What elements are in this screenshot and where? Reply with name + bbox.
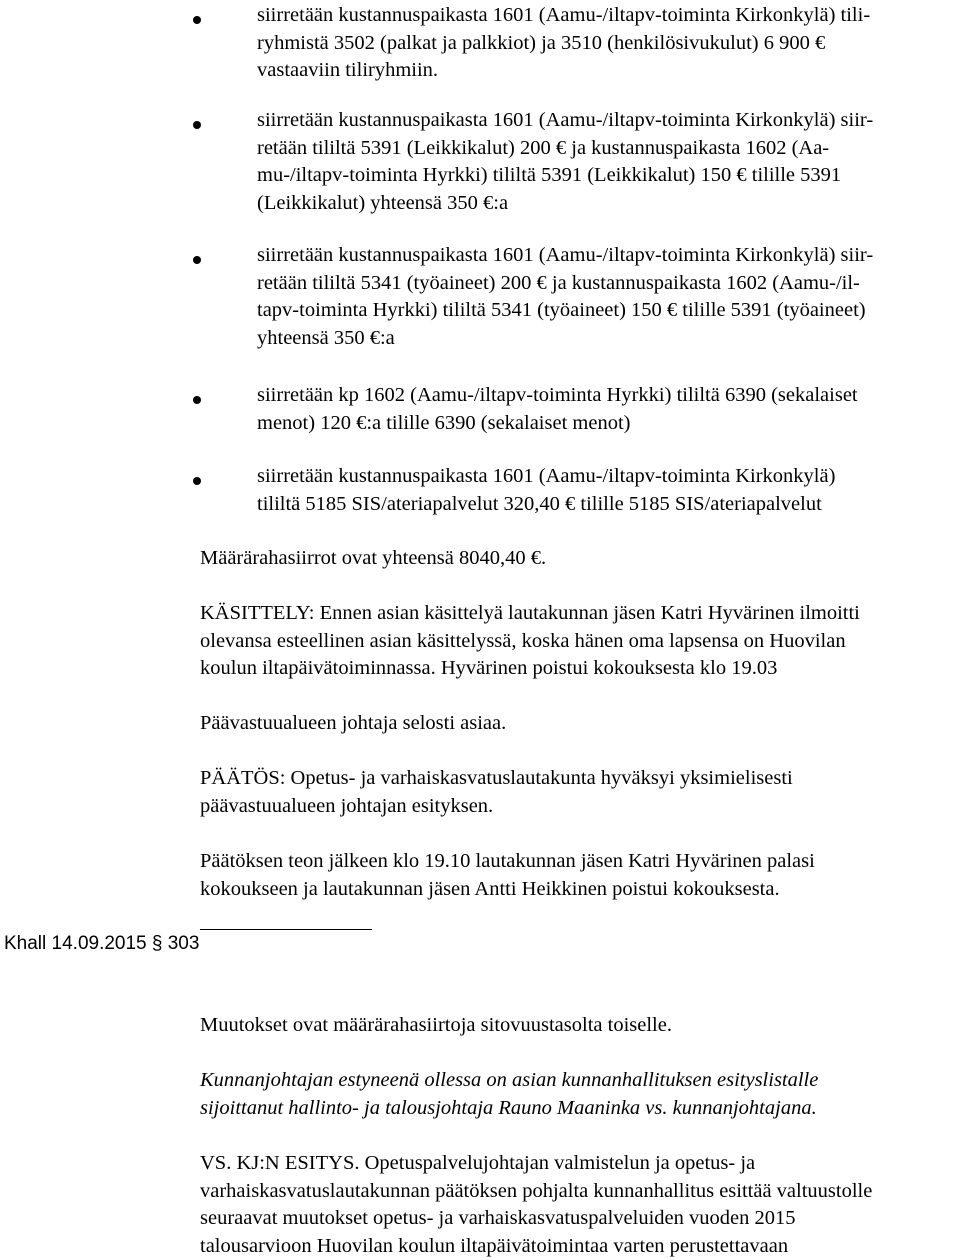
text-line: kokoukseen ja lautakunnan jäsen Antti Heikkinen poistui kokouksesta.	[200, 877, 780, 900]
text-line: sijoittanut hallinto- ja talousjohtaja Rauno Maaninka vs. kunnanjohtajana.	[200, 1096, 817, 1119]
section-divider	[200, 929, 372, 930]
selosti-paragraph	[200, 710, 960, 738]
text-line: (Leikkikalut) yhteensä 350 €:a	[257, 191, 509, 214]
text-line: päävastuualueen johtajan esityksen.	[200, 794, 494, 817]
text-line: siirretään kustannuspaikasta 1601 (Aamu-/iltapv-toiminta Kirkonkylä) tili-	[257, 4, 871, 26]
text-line: siirretään kustannuspaikasta 1601 (Aamu-/iltapv-toiminta Kirkonkylä) siir-	[257, 109, 874, 131]
text-line: siirretään kustannuspaikasta 1601 (Aamu-/iltapv-toiminta Kirkonkylä)	[257, 465, 836, 487]
text-line: tapv-toiminta Hyrkki) tililtä 5341 (työaineet) 150 € tilille 5391 (työaineet)	[257, 299, 866, 321]
text-line: VS. KJ:N ESITYS. Opetuspalvelujohtajan valmistelun ja opetus- ja	[200, 1152, 756, 1174]
bullet-icon	[193, 16, 201, 24]
text-line: menot) 120 €:a tilille 6390 (sekalaiset menot)	[257, 411, 631, 434]
total-paragraph	[200, 545, 960, 573]
list-item-text	[257, 463, 957, 518]
text-line: vastaaviin tiliryhmiin.	[257, 59, 439, 81]
text-line: ryhmistä 3502 (palkat ja palkkiot) ja 3510 (henkilösivukulut) 6 900 €	[257, 31, 826, 54]
text-line: retään tililtä 5341 (työaineet) 200 € ja kustannuspaikasta 1602 (Aamu-/il-	[257, 271, 860, 294]
text-line: Kunnanjohtajan estyneenä ollessa on asian kunnanhallituksen esityslistalle	[200, 1069, 819, 1091]
bullet-icon	[193, 121, 201, 129]
list-item-text	[257, 242, 957, 352]
kunnanjohtaja-paragraph	[200, 1067, 960, 1122]
text-line: retään tililtä 5391 (Leikkikalut) 200 € ja kustannuspaikasta 1602 (Aa-	[257, 136, 830, 159]
text-line: talousarvioon Huovilan koulun iltapäivätoimintaa varten perustettavaan	[200, 1234, 789, 1257]
text-line: PÄÄTÖS: Opetus- ja varhaiskasvatuslautakunta hyväksyi yksimielisesti	[200, 767, 793, 789]
muutokset-paragraph	[200, 1012, 960, 1040]
text-line: seuraavat muutokset opetus- ja varhaiskasvatuspalveluiden vuoden 2015	[200, 1207, 796, 1229]
text-line: siirretään kustannuspaikasta 1601 (Aamu-/iltapv-toiminta Kirkonkylä) siir-	[257, 244, 874, 266]
text-line: varhaiskasvatuslautakunnan päätöksen pohjalta kunnanhallitus esittää valtuustolle	[200, 1179, 873, 1202]
text-line: Päätöksen teon jälkeen klo 19.10 lautakunnan jäsen Katri Hyvärinen palasi	[200, 850, 815, 872]
paatos-paragraph	[200, 765, 960, 820]
text-line: mu-/iltapv-toiminta Hyrkki) tililtä 5391 (Leikkikalut) 150 € tilille 5391	[257, 164, 842, 186]
esitys-paragraph	[200, 1150, 960, 1260]
list-item-text	[257, 382, 957, 437]
text-line: koulun iltapäivätoiminnassa. Hyvärinen poistui kokouksesta klo 19.03	[200, 657, 778, 679]
text-line: Muutokset ovat määrärahasiirtoja sitovuustasolta toiselle.	[200, 1014, 672, 1036]
kasittely-paragraph	[200, 600, 960, 683]
paluu-paragraph	[200, 848, 960, 903]
text-line: KÄSITTELY: Ennen asian käsittelyä lautakunnan jäsen Katri Hyvärinen ilmoitti	[200, 602, 860, 624]
text-line: yhteensä 350 €:a	[257, 326, 395, 349]
text-line: olevansa esteellinen asian käsittelyssä, koska hänen oma lapsensa on Huovilan	[200, 629, 846, 652]
list-item-text	[257, 107, 957, 217]
meeting-reference: Khall 14.09.2015 § 303	[4, 933, 200, 954]
text-line: siirretään kp 1602 (Aamu-/iltapv-toiminta Hyrkki) tililtä 6390 (sekalaiset	[257, 384, 858, 406]
bullet-icon	[193, 396, 201, 404]
text-line: Päävastuualueen johtaja selosti asiaa.	[200, 712, 507, 734]
bullet-icon	[193, 256, 201, 264]
bullet-icon	[193, 477, 201, 485]
list-item-text	[257, 2, 957, 85]
text-line: tililtä 5185 SIS/ateriapalvelut 320,40 € tilille 5185 SIS/ateriapalvelut	[257, 492, 822, 515]
text-line: Määrärahasiirrot ovat yhteensä 8040,40 €.	[200, 547, 547, 569]
